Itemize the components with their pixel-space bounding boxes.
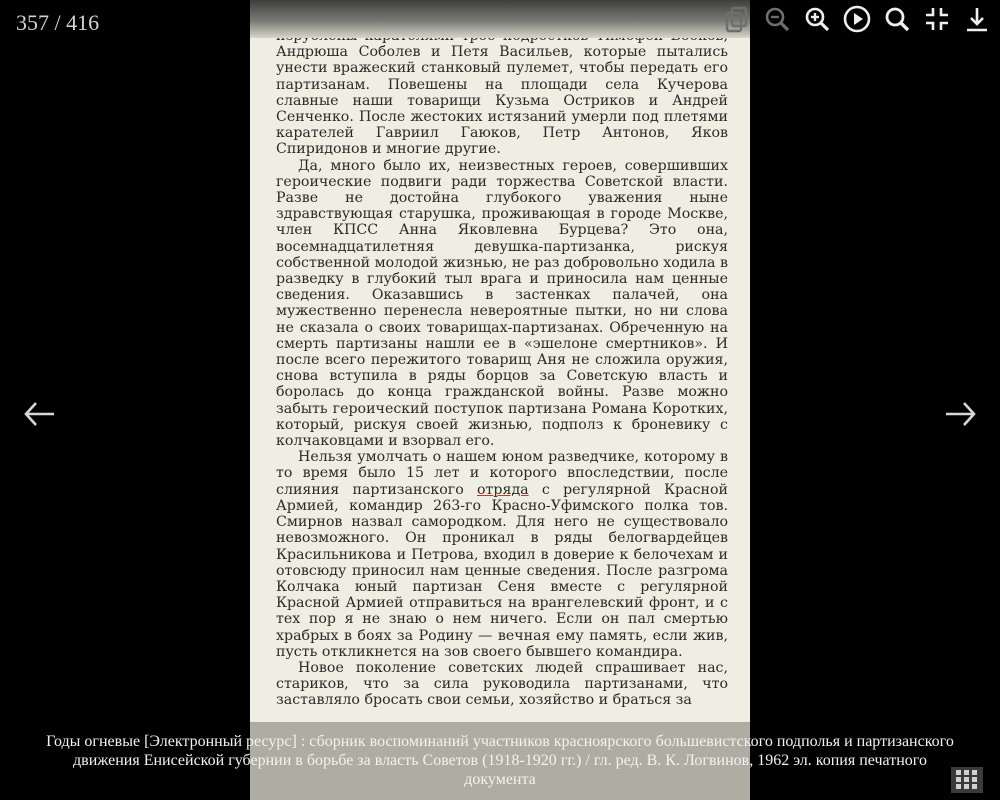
fullscreen-exit-button[interactable]	[922, 4, 952, 34]
copy-icon	[723, 5, 751, 33]
document-page	[250, 0, 750, 800]
next-page-button[interactable]	[942, 396, 978, 432]
previous-page-button[interactable]	[22, 396, 58, 432]
download-icon	[963, 5, 991, 33]
paragraph-4: Новое поколение советских людей спрашивает нас, стариков, что за сила руководила партизанами, что заставляло бросать свои семьи, хозяйство и браться за	[276, 659, 728, 709]
paragraph-3-end: с регулярной Красной Армией, командир 263-го Красно-Уфимского полка тов. Смирнов назвал самородком. Для него не существовало невозможного. Он проникал в ряды белогвардейцев Красильникова и Петрова, входил в доверие к белочехам и отовсюду приносил нам ценные сведения. После разгрома Колчака юный партизан Сеня вместе с регулярной Красной Армией отправиться на врангелевский фронт, и с тех пор я не знаю о нем ничего. Если он пал смертью храбрых в боях за Родину — вечная ему память, если жив, пусть откликнется на зов своего бывшего командира.	[276, 481, 728, 660]
arrow-right-icon	[942, 396, 978, 432]
search-icon	[883, 5, 911, 33]
fullscreen-exit-icon	[923, 5, 951, 33]
paragraph-3	[276, 449, 728, 660]
play-button[interactable]	[842, 4, 872, 34]
download-button[interactable]	[962, 4, 992, 34]
paragraph-2: Да, много было их, неизвестных героев, совершивших героические подвиги ради торжества Советской власти. Разве не достойна глубокого уважения ныне здравствующая старушка, проживающая в городе Москве, член КПСС Анна Яковлевна Бурцева? Это она, восемнадцатилетняя девушка-партизанка, рискуя собственной молодой жизнью, не раз добровольно ходила в разведку в глубокий тыл врага и приносила нам ценные сведения. Оказавшись в застенках палачей, она мужественно перенесла невероятные пытки, но ни слова не сказала о своих товарищах-партизанах. Обреченную на смерть партизаны нашли ее в «эшелоне смертников». И после всего пережитого товарищ Аня не сложила оружия, снова вступила в ряды борцов за Советскую власть и боролась до конца гражданской войны. Разве можно забыть героический поступок партизана Романа Коротких, который, рискуя своей жизнью, подполз к броневику с колчаковцами и взорвал его.	[276, 157, 728, 450]
arrow-left-icon	[22, 396, 58, 432]
paragraph-1: Андрюша Соболев и Петя Васильев, которые пытались унести вражеский станковый пулемет, чтобы передать его партизанам. Повешены на площади села Кучерова славные наши товарищи Кузьма Остриков и Андрей Сенченко. После жестоких истязаний умерли под плетями карателей Гавриил Гаюков, Петр Антонов, Яков Спиридонов и многие другие.	[276, 44, 728, 158]
play-icon	[843, 5, 871, 33]
toolbar	[722, 4, 992, 34]
search-button[interactable]	[882, 4, 912, 34]
zoom-in-icon	[803, 5, 831, 33]
spellcheck-word: отряда	[477, 481, 529, 498]
page-top-shadow	[250, 0, 750, 38]
document-caption: Годы огневые [Электронный ресурс] : сборник воспоминаний участников красноярского большевистского подполья и партизанского движения Енисейской губернии в борьбе за власть Советов (1918-1920 гг.) / гл. ред. В. К. Логвинов, 1962 эл. копия печатного документа	[46, 733, 954, 788]
paragraph-3-start: Нельзя умолчать о нашем юном разведчике, которому в то время было 15 лет и которого впоследствии, после слияния партизанского	[276, 449, 728, 498]
caption-bar	[0, 722, 1000, 800]
zoom-out-button[interactable]	[762, 4, 792, 34]
copy-button[interactable]	[722, 4, 752, 34]
page-counter: 357 / 416	[16, 10, 100, 35]
zoom-out-icon	[763, 5, 791, 33]
grid-icon	[950, 766, 984, 794]
thumbnails-button[interactable]	[950, 766, 984, 794]
zoom-in-button[interactable]	[802, 4, 832, 34]
page-text	[276, 28, 728, 709]
